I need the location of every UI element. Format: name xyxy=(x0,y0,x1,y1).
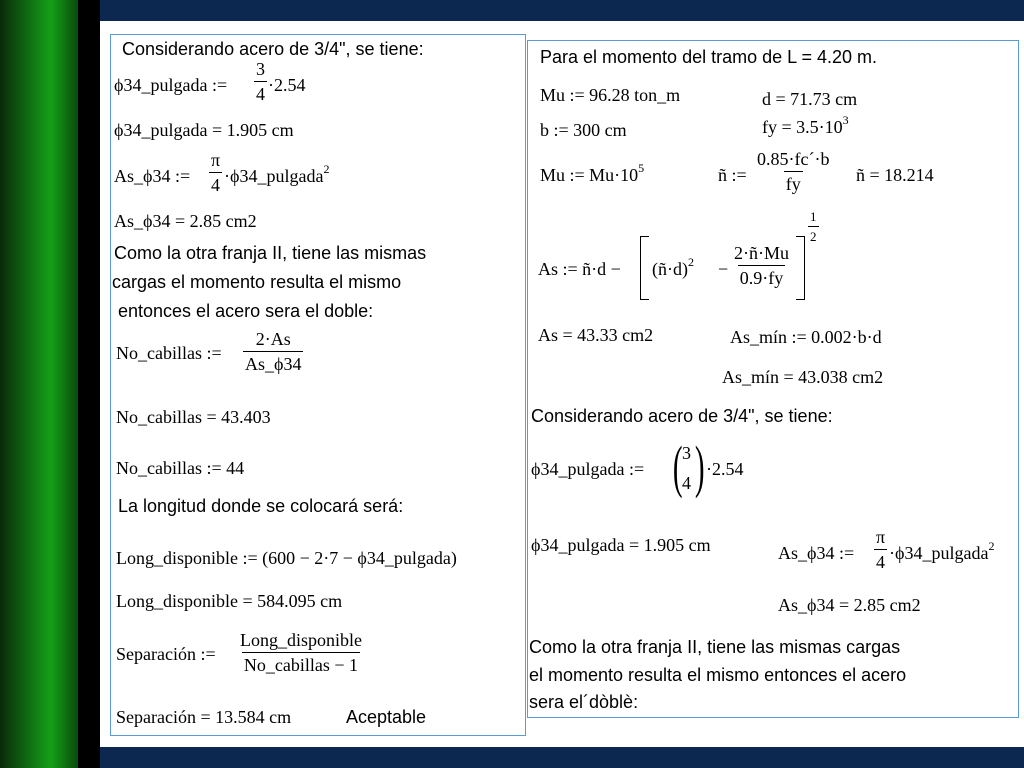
left-sep-numerator: Long_disponible xyxy=(240,630,362,650)
right-asmin-def: As_mín := 0.002·b·d xyxy=(730,327,882,347)
right-phi-result: ϕ34_pulgada = 1.905 cm xyxy=(531,535,711,555)
right-as34-denominator: 4 xyxy=(874,549,887,571)
right-phi-def-numerator: 3 xyxy=(682,443,691,463)
left-long-result: Long_disponible = 584.095 cm xyxy=(116,591,343,611)
right-as-right-bracket xyxy=(796,236,805,300)
left-sep-status: Aceptable xyxy=(346,707,427,727)
left-phi-def-numerator: 3 xyxy=(256,59,265,79)
bottom-frame-bar xyxy=(100,747,1024,768)
black-side-bar xyxy=(78,0,100,768)
left-sep-fraction xyxy=(238,631,364,674)
right-d-def: d = 71.73 cm xyxy=(762,89,858,109)
right-phi-def-denominator: 4 xyxy=(682,473,691,493)
right-note-line-2: el momento resulta el mismo entonces el acero xyxy=(529,665,907,685)
left-nocab-fraction xyxy=(243,330,303,373)
right-note-line-3: sera el´dòblè: xyxy=(529,692,639,712)
right-phi-left-paren: ( xyxy=(672,434,683,499)
right-as-minus: − xyxy=(718,259,729,279)
left-intro-text: Considerando acero de 3/4", se tiene: xyxy=(122,39,424,59)
right-as-denominator: 0.9·fy xyxy=(738,265,786,287)
right-as34-result: As_ϕ34 = 2.85 cm2 xyxy=(778,595,921,615)
right-as34-numerator: π xyxy=(876,527,886,547)
left-nocab-lhs: No_cabillas := xyxy=(116,343,222,363)
left-phi-def-denominator: 4 xyxy=(254,81,267,103)
left-phi-def-rhs: ·2.54 xyxy=(268,75,306,95)
left-nocab-numerator: 2·As xyxy=(255,329,291,349)
right-phi-def-lhs: ϕ34_pulgada := xyxy=(531,459,645,479)
left-phi-def-lhs: ϕ34_pulgada := xyxy=(114,75,228,95)
right-n-lhs: ñ := xyxy=(718,165,747,185)
right-as-fraction xyxy=(732,244,791,287)
right-mu-conv: Mu := $Mu\cdot 10^5$ xyxy=(540,161,645,185)
left-longitud-text: La longitud donde se colocará será: xyxy=(118,496,404,516)
green-side-bar xyxy=(0,0,78,768)
left-note-line-1: Como la otra franja II, tiene las mismas xyxy=(114,243,427,263)
right-note-line-1: Como la otra franja II, tiene las mismas cargas xyxy=(529,637,901,657)
right-as34-lhs: As_ϕ34 := xyxy=(778,543,855,563)
right-n-result: ñ = 18.214 xyxy=(856,165,934,185)
right-as-inner-a: (ñ·d)$^2$ xyxy=(652,255,694,279)
left-phi-def-fraction xyxy=(254,60,267,103)
right-n-numerator: 0.85·fc´·b xyxy=(757,149,830,169)
top-frame-bar xyxy=(100,0,1024,21)
left-as-def-numerator: π xyxy=(211,150,221,170)
left-nocab-assign: No_cabillas := 44 xyxy=(116,458,245,478)
left-as-result: As_ϕ34 = 2.85 cm2 xyxy=(114,211,257,231)
right-as34-fraction xyxy=(874,528,887,571)
right-as-exponent-numerator: 1 xyxy=(810,209,817,224)
left-phi-result: ϕ34_pulgada = 1.905 cm xyxy=(114,120,294,140)
left-sep-lhs: Separación := xyxy=(116,644,216,664)
left-as-def-denominator: 4 xyxy=(209,172,222,194)
right-asmin-result: As_mín = 43.038 cm2 xyxy=(722,367,884,387)
left-as-def-rhs: ·ϕ34_pulgada$^2$ xyxy=(224,162,330,186)
right-heading: Para el momento del tramo de L = 4.20 m. xyxy=(540,47,878,67)
left-sep-denominator: No_cabillas − 1 xyxy=(242,652,360,674)
right-as-numerator: 2·ñ·Mu xyxy=(734,243,789,263)
right-fy-def: fy = $3.5\cdot 10^3$ xyxy=(762,113,849,137)
right-as-result: As = 43.33 cm2 xyxy=(538,325,654,345)
right-phi-def-rhs: ·2.54 xyxy=(706,459,744,479)
left-note-line-3: entonces el acero sera el doble: xyxy=(118,301,374,321)
right-phi-def-fraction xyxy=(680,444,693,492)
left-nocab-denominator: As_ϕ34 xyxy=(243,351,303,373)
left-long-def: Long_disponible := (600 − 2·7 − ϕ34_pulgada) xyxy=(116,548,457,568)
right-b-def: b := 300 cm xyxy=(540,120,627,140)
left-as-def-fraction xyxy=(209,151,222,194)
left-nocab-result: No_cabillas = 43.403 xyxy=(116,407,271,427)
right-n-denominator: fy xyxy=(784,171,803,193)
right-mu-def: Mu := 96.28 ton_m xyxy=(540,85,681,105)
right-as-exponent-denominator: 2 xyxy=(808,226,819,243)
right-as-left-bracket xyxy=(640,236,649,300)
right-as34-rhs: ·ϕ34_pulgada$^2$ xyxy=(889,539,995,563)
left-note-line-2: cargas el momento resulta el mismo xyxy=(112,272,402,292)
right-intro-text: Considerando acero de 3/4", se tiene: xyxy=(531,406,833,426)
right-as-exponent xyxy=(808,210,819,243)
right-n-fraction xyxy=(755,150,831,193)
left-as-def-lhs: As_ϕ34 := xyxy=(114,166,191,186)
left-sep-result: Separación = 13.584 cm xyxy=(116,707,292,727)
right-as-lhs: As := ñ·d − xyxy=(538,259,621,279)
right-phi-right-paren: ) xyxy=(694,434,705,499)
